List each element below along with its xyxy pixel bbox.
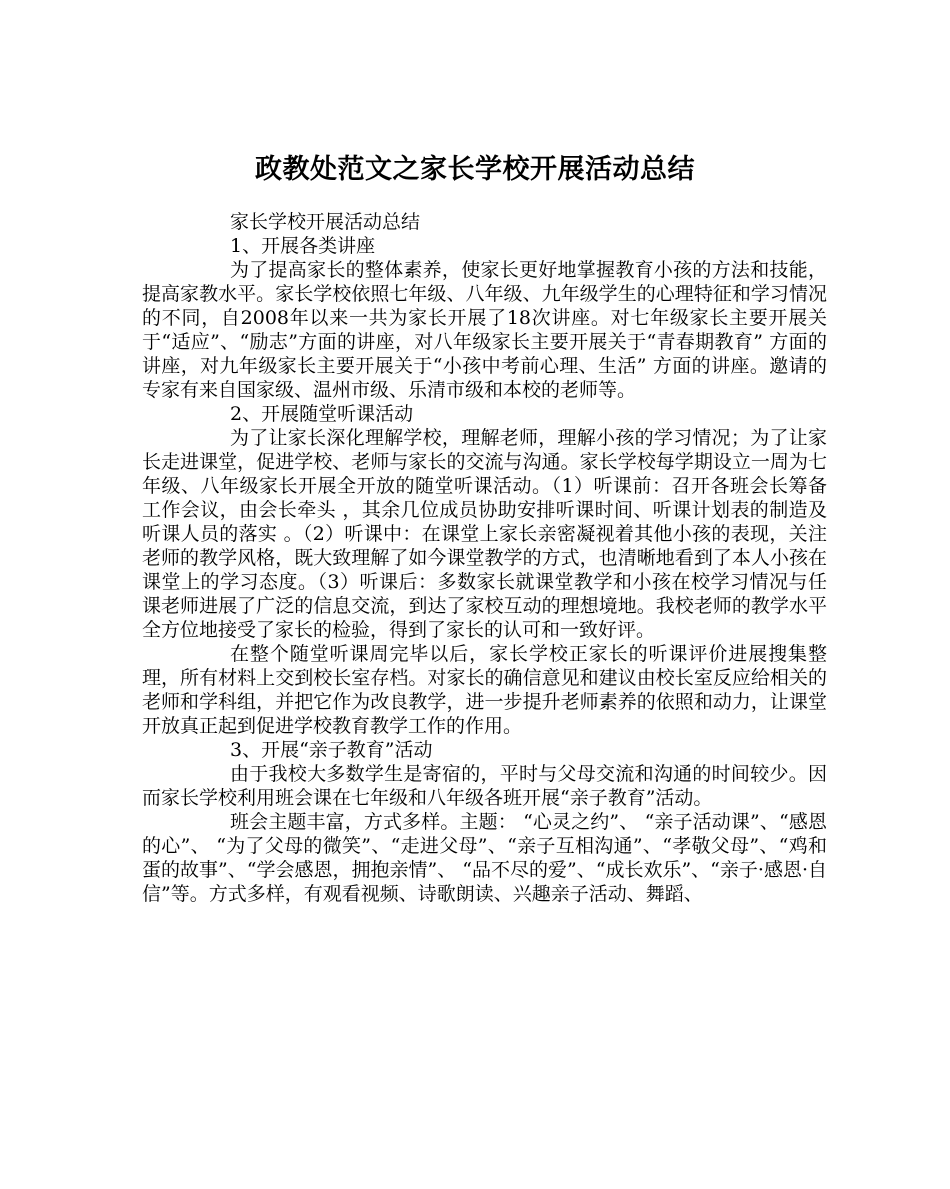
section-heading-class-observation: 2、开展随堂听课活动 xyxy=(230,403,414,425)
paragraph-parent-child: 由于我校大多数学生是寄宿的，平时与父母交流和沟通的时间较少。因而家长学校利用班会课在七年级和八年级各班开展“亲子教育”活动。 xyxy=(142,763,827,809)
paragraph-class-observation: 为了让家长深化理解学校，理解老师，理解小孩的学习情况；为了让家长走进课堂，促进学校、老师与家长的交流与沟通。家长学校每学期设立一周为七年级、八年级家长开展全开放的随堂听课活动。（1）听课前：召开各班会长筹备工作会议，由会长牵头 ，其余几位成员协助安排听课时间、听课计划表的制造及听课人员的落实 。（2）听课中：在课堂上家长亲密凝视着其他小孩的表现，关注老师的教学风格，既大致理解了如今课堂教学的方式，也清晰地看到了本人小孩在课堂上的学习态度。（3）听课后：多数家长就课堂教学和小孩在校学习情况与任课老师进展了广泛的信息交流，到达了家校互动的理想境地。我校老师的教学水平全方位地接受了家长的检验，得到了家长的认可和一致好评。 xyxy=(142,427,827,641)
section-heading-lectures: 1、开展各类讲座 xyxy=(230,235,376,257)
paragraph-observation-feedback: 在整个随堂听课周完毕以后，家长学校正家长的听课评价进展搜集整理，所有材料上交到校长室存档。对家长的确信意见和建议由校长室反应给相关的老师和学科组，并把它作为改良教学，进一步提升老师素养的依照和动力，让课堂开放真正起到促进学校教育教学工作的作用。 xyxy=(142,643,827,737)
document-body xyxy=(142,210,827,906)
section-heading-summary: 家长学校开展活动总结 xyxy=(230,211,421,233)
section-heading-parent-child: 3、开展“亲子教育”活动 xyxy=(230,739,433,761)
paragraph-lectures: 为了提高家长的整体素养，使家长更好地掌握教育小孩的方法和技能，提高家教水平。家长学校依照七年级、八年级、九年级学生的心理特征和学习情况的不同，自2008年以来一共为家长开展了18次讲座。对七年级家长主要开展关于“适应”、“励志”方面的讲座，对八年级家长主要开展关于“青春期教育” 方面的讲座，对九年级家长主要开展关于“小孩中考前心理、生活” 方面的讲座。邀请的专家有来自国家级、温州市级、乐清市级和本校的老师等。 xyxy=(142,259,827,401)
document-title: 政教处范文之家长学校开展活动总结 xyxy=(255,154,695,186)
paragraph-class-themes: 班会主题丰富，方式多样。主题： “心灵之约”、 “亲子活动课”、“感恩的心”、 “为了父母的微笑”、“走进父母”、“亲子互相沟通”、“孝敬父母”、“鸡和蛋的故事”、“学会感恩，拥抱亲情”、 “品不尽的爱”、“成长欢乐”、“亲子·感恩·自信”等。方式多样，有观看视频、诗歌朗读、兴趣亲子活动、舞蹈、 xyxy=(142,811,827,905)
